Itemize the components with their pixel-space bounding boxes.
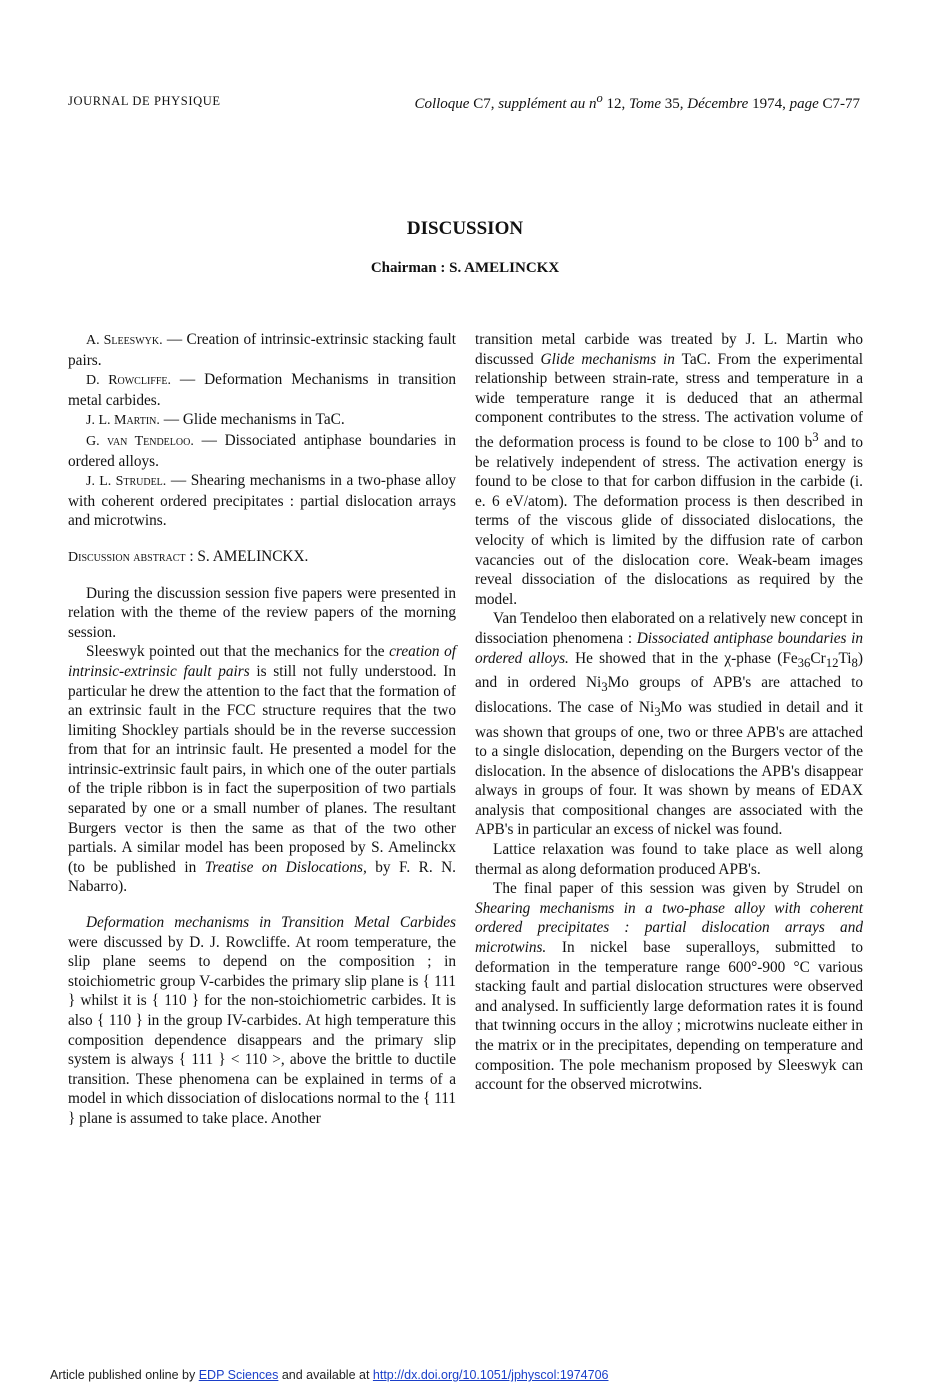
paper-entry: [68, 330, 456, 370]
publisher-footer: [50, 1368, 608, 1382]
right-column: [475, 330, 863, 1095]
text-run: The final paper of this session was given by Strudel on: [493, 880, 863, 898]
footer-text: Article published online by: [50, 1368, 199, 1382]
emphasis: Dissociated antiphase boundaries in ordered alloys.: [475, 630, 864, 667]
text-run: by F. R. N. Nabarro).: [68, 858, 456, 896]
text-run: ) and in ordered Ni: [475, 649, 864, 692]
text-run: is still not fully understood. In particular he drew the attention to the fact that the formation of an extrinsic fault in the FCC structure requires that the two limiting Shockley partials should be in the reverse succession from that for an intrinsic fault. He presented a model for the intrinsic-extrinsic fault pairs, in which one of the outer partials of the triple ribbon is in fact the superposition of two partials separated by one or a small number of planes. The resultant Burgers vector is then the same as that of the two other partials. A similar model has been proposed by S. Amelinckx (to be published in: [68, 662, 456, 876]
paper-title: — Shearing mechanisms in a two-phase alloy with coherent ordered precipitates : partial dislocation arrays and microtwins.: [68, 472, 456, 530]
paper-title: — Deformation Mechanisms in transition metal carbides.: [68, 371, 456, 409]
supplement-sup: o: [596, 91, 603, 105]
text-run: Mo was studied in detail and it was shown that groups of one, two or three APB's are attached to a single dislocation, depending on the Burgers vector of the dislocation. In the absence of dislocations the APB's disappear always in groups of four. It was shown by means of EDAX analysis that compositional changes are associated with the APB's in particular an excess of nickel was found.: [475, 698, 863, 839]
text-run: Sleeswyk pointed out that the mechanics for the: [86, 643, 390, 661]
text-run: Mo groups of APB's are attached to dislocations. The case of Ni: [475, 674, 863, 716]
text-run: Cr: [810, 649, 826, 667]
abstract-heading: [68, 547, 456, 568]
doi-link[interactable]: http://dx.doi.org/10.1051/jphyscol:1974706: [372, 1368, 609, 1382]
chairman-line: Chairman : S. AMELINCKX: [370, 260, 560, 276]
body-paragraph: [475, 879, 863, 1095]
emphasis: Glide mechanisms in: [540, 350, 675, 368]
emphasis: Deformation mechanisms in Transition Metal Carbides: [86, 914, 456, 932]
text-run: He showed that in the χ-phase (Fe: [568, 649, 798, 667]
body-paragraph: [68, 913, 456, 1129]
subscript: 8: [851, 655, 858, 670]
tome-label: Tome: [629, 96, 661, 112]
body-paragraph: [475, 330, 863, 609]
abstract-label: Discussion abstract: [68, 549, 186, 565]
page-title: DISCUSSION: [406, 218, 524, 239]
text-run: transition metal carbide was treated by J. L. Martin who discussed: [475, 331, 863, 368]
text-run: TaC. From the experimental relationship between strain-rate, stress and temperature in a wide temperature range it is deduced that an athermal component contributes to the stress. The activation volume of the deformation process is found to be close to 100 b: [475, 350, 864, 452]
paper-entry: [68, 471, 456, 531]
paper-title: — Creation of intrinsic-extrinsic stacking fault pairs.: [68, 331, 456, 369]
colloque-label: Colloque: [414, 96, 470, 112]
left-column: [68, 330, 456, 1129]
paper-author: G. van Tendeloo.: [86, 433, 194, 449]
colloque-number: C7,: [469, 96, 499, 112]
paper-author: A. Sleeswyk.: [86, 333, 163, 348]
edp-sciences-link[interactable]: EDP Sciences: [198, 1368, 279, 1382]
subscript: 3: [654, 704, 661, 719]
issue-year: 1974,: [748, 96, 790, 112]
paper-entry: [68, 410, 456, 431]
page-number: C7-77: [818, 96, 860, 112]
body-paragraph: Lattice relaxation was found to take place as well along thermal as along deformation produced APB's.: [475, 841, 863, 878]
paper-author: D. Rowcliffe.: [86, 373, 172, 389]
text-run: Van Tendeloo then elaborated on a relatively new concept in dissociation phenomena :: [475, 610, 863, 647]
text-run: Ti: [838, 649, 852, 667]
emphasis: Treatise on Dislocations,: [204, 858, 367, 876]
issue-citation: [414, 91, 860, 113]
paper-title: — Dissociated antiphase boundaries in ordered alloys.: [68, 431, 456, 470]
paper-author: J. L. Strudel.: [86, 474, 167, 490]
paper-entry: [68, 431, 456, 471]
journal-name: JOURNAL DE PHYSIQUE: [68, 94, 221, 108]
text-run: were discussed by D. J. Rowcliffe. At room temperature, the slip plane seems to depend on the composition ; in stoichiometric group V-carbides the primary slip plane is { 111 } whilst it is { 110 } for the non-stoichiometric carbides. It is also { 110 } in the group IV-carbides. At high temperature this composition dependence disappears and the primary slip system is always { 111 } < 110 >, above the brittle to ductile transition. These phenomena can be explained in terms of a model in which dissociation of dislocations normal to the { 111 } plane is assumed to take place. Another: [68, 933, 456, 1127]
issue-month: Décembre: [687, 96, 749, 112]
text-run: and to be relatively independent of stress. The activation energy is found to be close to that for carbon diffusion in the carbide (i. e. 6 eV/atom). The deformation process is then described in terms of the viscous glide of dissociated dislocations, the velocity of which is limited by the diffusion rate of carbon vacancies out of the dislocation core. Weak-beam images reveal dissociation of the dislocations as required by the model.: [475, 434, 864, 608]
supplement-label: supplément au n: [498, 96, 597, 112]
paper-entry: [68, 370, 456, 410]
abstract-author: : S. AMELINCKX.: [185, 547, 309, 565]
body-paragraph: [475, 609, 863, 840]
body-paragraph: During the discussion session five papers were presented in relation with the theme of the review papers of the morning session.: [68, 584, 456, 641]
subscript: 12: [825, 655, 839, 670]
page-label: page: [789, 96, 819, 112]
paper-author: J. L. Martin.: [86, 413, 160, 429]
body-paragraph: [68, 642, 456, 897]
text-run: In nickel base superalloys, submitted to deformation in the temperature range 600°-900 °C various stacking fault and partial dislocation structures were observed and analysed. In sufficiently large deformation rates it is found that twinning occurs in the alloy ; microtwins nucleate either in the matrix or in the precipitates, depending on temperature and composition. The pole mechanism proposed by Sleeswyk can account for the observed microtwins.: [475, 939, 863, 1094]
issue-number: 12,: [602, 96, 630, 112]
emphasis: creation of intrinsic-extrinsic fault pairs: [68, 643, 456, 680]
superscript: 3: [812, 429, 819, 444]
footer-text: and available at: [278, 1368, 373, 1382]
subscript: 36: [797, 655, 811, 670]
tome-number: 35,: [661, 96, 688, 112]
subscript: 3: [601, 680, 608, 695]
paper-title: — Glide mechanisms in TaC.: [159, 411, 345, 429]
emphasis: Shearing mechanisms in a two-phase alloy with coherent ordered precipitates : partial dislocation arrays and microtwins.: [475, 899, 863, 957]
